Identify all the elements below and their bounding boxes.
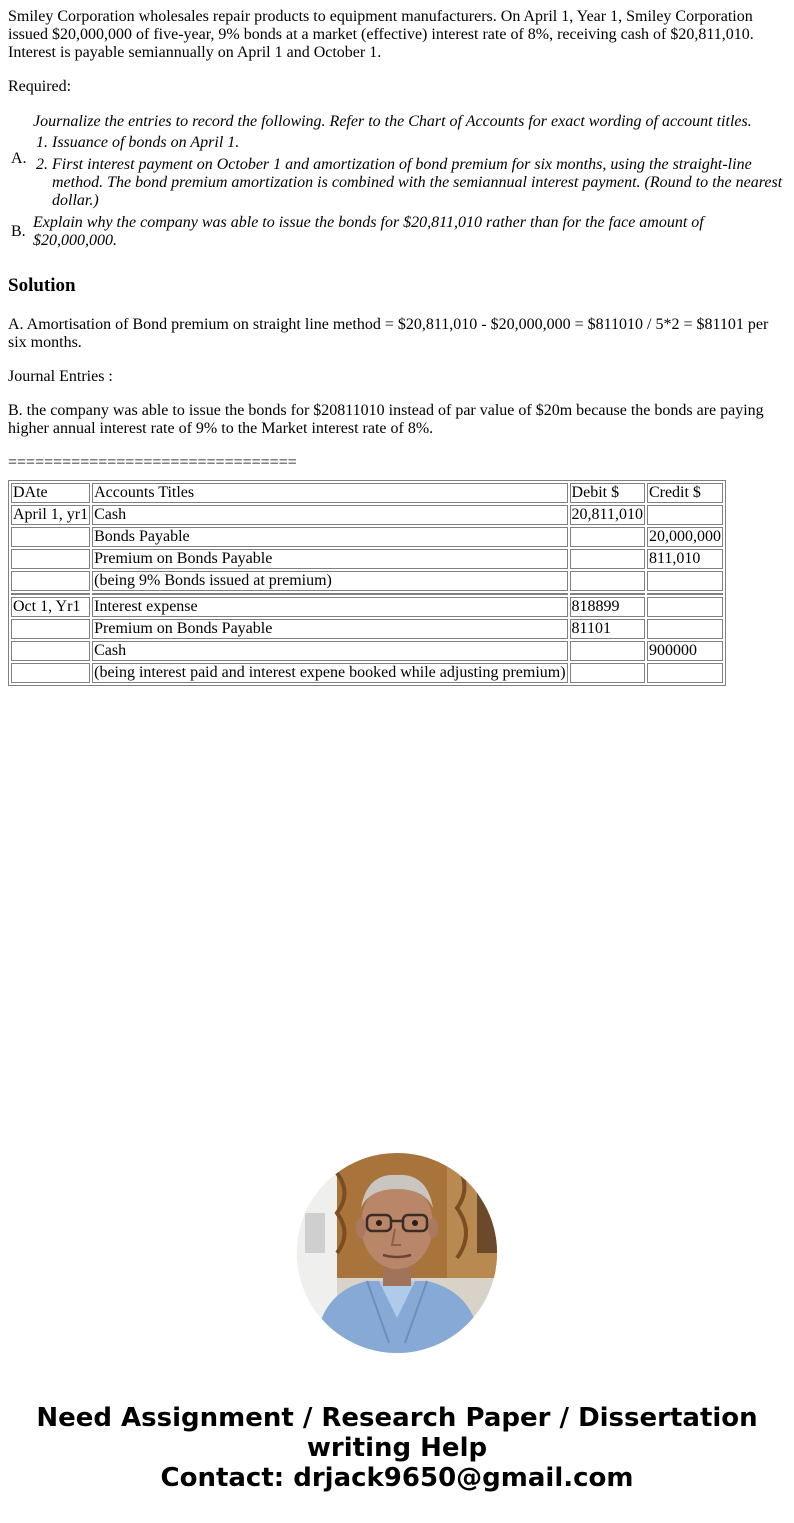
- footer-promo: [0, 1403, 794, 1493]
- requirement-b-letter: B.: [11, 223, 26, 240]
- header-account-titles: Accounts Titles: [92, 483, 567, 503]
- footer-contact: Contact: drjack9650@gmail.com: [160, 1463, 634, 1493]
- cell-debit: 20,811,010: [571, 506, 643, 523]
- table-row: [11, 663, 723, 683]
- author-portrait: [297, 1153, 497, 1353]
- requirement-a-list: [33, 134, 783, 210]
- cell-account: Premium on Bonds Payable: [92, 549, 567, 569]
- required-label: Required:: [8, 78, 72, 95]
- cell-date: April 1, yr1: [13, 506, 89, 523]
- cell-credit: 900000: [647, 641, 723, 661]
- spacer-row: [11, 593, 723, 595]
- footer-line-2: writing Help: [306, 1433, 488, 1463]
- requirement-b: [10, 213, 784, 251]
- cell-date: Oct 1, Yr1: [11, 597, 90, 617]
- document-content: [0, 0, 794, 686]
- cell-credit: 20,000,000: [648, 528, 721, 545]
- header-debit: Debit $: [570, 483, 645, 503]
- cell-credit: [647, 505, 723, 525]
- cell-account: Cash: [92, 641, 567, 661]
- spacer-cell: [92, 593, 567, 595]
- cell-debit: 818899: [570, 597, 645, 617]
- cell-date: [11, 527, 90, 547]
- cell-date: [11, 549, 90, 569]
- table-row: [11, 549, 723, 569]
- cell-date: [11, 619, 90, 639]
- header-credit: Credit $: [647, 483, 723, 503]
- cell-debit: [570, 527, 645, 547]
- requirement-a-body: [32, 106, 784, 211]
- solution-heading: Solution: [8, 275, 76, 296]
- cell-date: [11, 571, 90, 591]
- cell-account: Bonds Payable: [92, 527, 567, 547]
- cell-date: [11, 663, 90, 683]
- journal-header-row: [11, 483, 723, 503]
- requirements-table: [8, 104, 786, 253]
- solution-part-a: A. Amortisation of Bond premium on straight line method = $20,811,010 - $20,000,000 = $811010 / 5*2 = $81101 per six months.: [8, 316, 769, 351]
- problem-intro: Smiley Corporation wholesales repair products to equipment manufacturers. On April 1, Year 1, Smiley Corporation issued $20,000,000 of five-year, 9% bonds at a market (effective) interest rate of 8%, receiving cash of $20,811,010. Interest is payable semiannually on April 1 and October 1.: [8, 8, 754, 61]
- table-row: [11, 619, 723, 639]
- cell-credit: [647, 597, 723, 617]
- requirement-b-text: Explain why the company was able to issue the bonds for $20,811,010 rather than for the face amount of $20,000,000.: [33, 214, 704, 249]
- cell-account: (being 9% Bonds issued at premium): [92, 571, 567, 591]
- spacer-cell: [570, 593, 645, 595]
- cell-credit: [647, 571, 723, 591]
- cell-credit: [647, 663, 723, 683]
- requirement-a-letter: A.: [11, 149, 27, 167]
- spacer-cell: [647, 593, 723, 595]
- journal-entries-label: Journal Entries :: [8, 368, 113, 385]
- separator-line: ================================: [8, 454, 297, 471]
- cell-credit: [647, 619, 723, 639]
- cell-account: Cash: [92, 505, 567, 525]
- requirement-a-intro: Journalize the entries to record the following. Refer to the Chart of Accounts for exact wording of account titles.: [33, 113, 752, 130]
- table-row: [11, 505, 723, 525]
- requirement-a-item-2: 2. First interest payment on October 1 and amortization of bond premium for six months, using the straight-line method. The bond premium amortization is combined with the semiannual interest payment. (Round to the nearest dollar.): [52, 156, 783, 210]
- footer-line-1: Need Assignment / Research Paper / Dissertation: [36, 1403, 758, 1433]
- header-date: DAte: [11, 483, 90, 503]
- cell-date: [11, 641, 90, 661]
- cell-debit: [570, 571, 645, 591]
- cell-account: (being interest paid and interest expene booked while adjusting premium): [94, 664, 566, 681]
- requirement-a-item-1: 1. Issuance of bonds on April 1.: [52, 134, 783, 152]
- cell-debit: [570, 549, 645, 569]
- requirement-a: [10, 106, 784, 211]
- cell-account: Premium on Bonds Payable: [92, 619, 567, 639]
- cell-credit: 811,010: [647, 549, 723, 569]
- solution-part-b: B. the company was able to issue the bonds for $20811010 instead of par value of $20m because the bonds are paying higher annual interest rate of 9% to the Market interest rate of 8%.: [8, 402, 764, 437]
- table-row: [11, 597, 723, 617]
- spacer-cell: [11, 593, 90, 595]
- cell-debit: 81101: [570, 619, 645, 639]
- author-photo: [297, 1153, 497, 1353]
- journal-table: [8, 480, 726, 686]
- cell-account: Interest expense: [92, 597, 567, 617]
- table-row: [11, 571, 723, 591]
- table-row: [11, 527, 723, 547]
- cell-debit: [570, 663, 645, 683]
- cell-debit: [570, 641, 645, 661]
- table-row: [11, 641, 723, 661]
